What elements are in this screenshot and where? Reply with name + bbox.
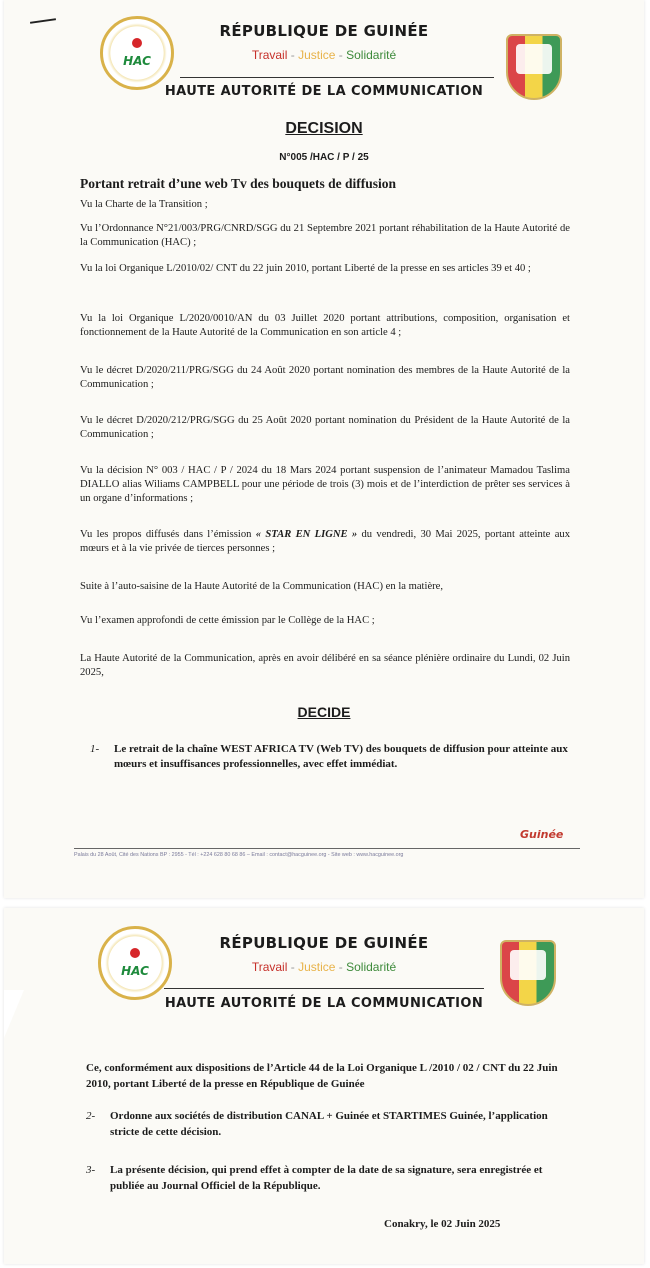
national-motto: Travail - Justice - Solidarité [251,960,397,974]
hac-logo-icon: HAC [100,16,174,90]
decide-title: DECIDE [297,704,351,720]
document-page-1 [4,0,644,898]
consideration-item: Suite à l’auto-saisine de la Haute Autorité de la Communication (HAC) en la matière, [80,581,444,592]
republic-title: RÉPUBLIQUE DE GUINÉE [219,934,429,952]
deliberation-statement: La Haute Autorité de la Communication, après en avoir délibéré en sa séance plénière ordinaire du Lundi, 02 Juin 2025, [80,653,570,678]
article-1: 1- Le retrait de la chaîne WEST AFRICA TV (Web TV) des bouquets de diffusion pour atteinte aux mœurs et insuffisances professionnelles, avec effet immédiat. [90,743,568,770]
consideration-item: Vu le décret D/2020/211/PRG/SGG du 24 Août 2020 portant nomination des membres de la Haute Autorité de la Communication ; [80,365,570,390]
header-rule [180,77,494,78]
national-motto: Travail - Justice - Solidarité [251,48,397,62]
consideration-emission: Vu les propos diffusés dans l’émission « STAR EN LIGNE » du vendredi, 30 Mai 2025, portant atteinte aux mœurs et à la vie privée de tierces personnes ; [80,529,571,554]
hac-logo-icon: HAC [98,926,172,1000]
authority-title: HAUTE AUTORITÉ DE LA COMMUNICATION [164,996,484,1011]
decision-subject: Portant retrait d’une web Tv des bouquets de diffusion [80,176,397,191]
article-2: 2- Ordonne aux sociétés de distribution CANAL + Guinée et STARTIMES Guinée, l’application stricte de cette décision. [86,1110,548,1138]
footer-rule [74,848,580,849]
decision-number: N°005 /HAC / P / 25 [279,152,369,163]
consideration-item: Vu la loi Organique L/2010/02/ CNT du 22 juin 2010, portant Liberté de la presse en ses articles 39 et 40 ; [80,263,531,274]
torn-corner [4,990,24,1038]
decision-title: DECISION [285,120,363,137]
consideration-item: Vu la Charte de la Transition ; [80,199,208,210]
consideration-item: Vu l’Ordonnance N°21/003/PRG/CNRD/SGG du 21 Septembre 2021 portant réhabilitation de la Haute Autorité de la Communication (HAC) ; [80,223,570,248]
consideration-item: Vu l’examen approfondi de cette émission par le Collège de la HAC ; [80,615,375,626]
signature-mark: Guinée [520,828,564,841]
place-and-date: Conakry, le 02 Juin 2025 [384,1218,501,1230]
page-footer: Palais du 28 Août, Cité des Nations BP : 2955 - Tél : +224 628 80 68 86 – Email : contact@hacguinee.org - Site web : www.hacguinee.org [74,852,404,858]
legal-basis-statement: Ce, conformément aux dispositions de l’Article 44 de la Loi Organique L /2010 / 02 / CNT du 22 Juin 2010, portant Liberté de la presse en République de Guinée [86,1062,558,1090]
consideration-item: Vu la loi Organique L/2020/0010/AN du 03 Juillet 2020 portant attributions, composition, organisation et fonctionnement de la Haute Autorité de la Communication en son article 4 ; [80,313,570,338]
emission-name: « STAR EN LIGNE » [255,529,358,540]
article-3: 3- La présente décision, qui prend effet à compter de la date de sa signature, sera enregistrée et publiée au Journal Officiel de la République. [86,1164,543,1192]
republic-title: RÉPUBLIQUE DE GUINÉE [219,22,429,40]
authority-title: HAUTE AUTORITÉ DE LA COMMUNICATION [164,84,484,99]
consideration-item: Vu la décision N° 003 / HAC / P / 2024 du 18 Mars 2024 portant suspension de l’animateur Mamadou Taslima DIALLO alias Wiliams CAMPBELL pour une période de trois (3) mois et de l’interdiction de prêter ses services à un organe d’informations ; [80,465,570,504]
header-rule [164,988,484,989]
consideration-item: Vu le décret D/2020/212/PRG/SGG du 25 Août 2020 portant nomination du Président de la Haute Autorité de la Communication ; [80,415,570,440]
